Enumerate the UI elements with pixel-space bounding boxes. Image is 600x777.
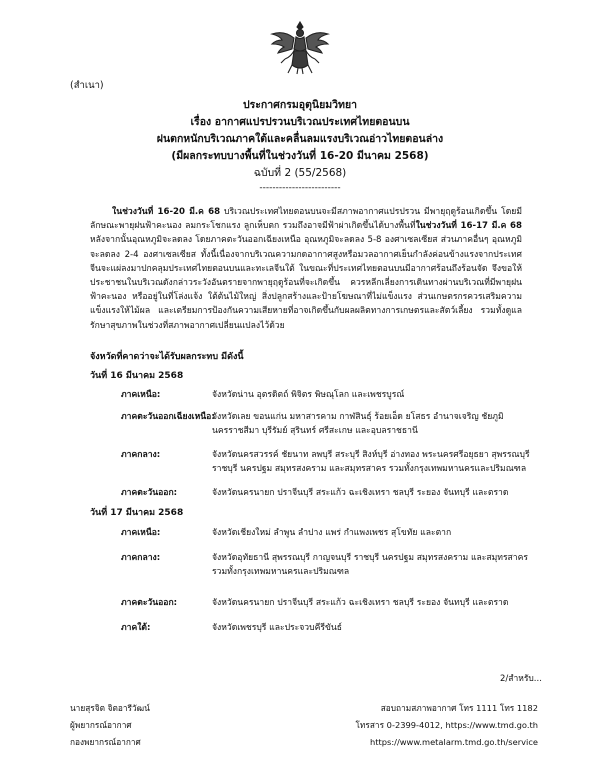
forecaster-role: ผู้พยากรณ์อากาศ xyxy=(70,720,132,730)
region-label: ภาคใต้: xyxy=(121,623,151,633)
header-effect-period: (มีผลกระทบบางพื้นที่ในช่วงวันที่ 16-20 มีนาคม 2568) xyxy=(171,150,429,162)
header-issue-number: ฉบับที่ 2 (55/2568) xyxy=(253,167,347,179)
announcement-body xyxy=(90,205,522,333)
body-text-2: หลังจากนั้นอุณหภูมิจะลดลง โดยภาคตะวันออกเฉียงเหนือ อุณหภูมิจะลดลง 5-8 องศาเซลเซียส ส่วนภาคอื่นๆ อุณหภูมิจะลดลง 2-4 องศาเซลเซียส ทั้งนี้เนื่องจากบริเวณความกดอากาศสูงหรือมวลอากาศเย็นกำลังค่อนข้างแรงจากประเทศจีนจะแผ่ลงมาปกคลุมประเทศไทยตอนบนและทะเลจีนใต้ ในขณะที่ประเทศไทยตอนบนมีอากาศร้อนถึงร้อนจัด จึงขอให้ประชาชนในบริเวณดังกล่าวระวังอันตรายจากพายุฤดูร้อนที่จะเกิดขึ้น ควรหลีกเลี่ยงการเดินทางผ่านบริเวณที่มีพายุฝนฟ้าคะนอง หรืออยู่ในที่โล่งแจ้ง ใต้ต้นไม้ใหญ่ สิ่งปลูกสร้างและป้ายโฆษณาที่ไม่แข็งแรง ส่วนเกษตรกรควรเสริมความแข็งแรงให้ไม้ผล และเตรียมการป้องกันความเสียหายที่อาจเกิดขึ้นกับผลผลิตทางการเกษตรและสัตว์เลี้ยง รวมทั้งดูแลรักษาสุขภาพในช่วงที่สภาพอากาศเปลี่ยนแปลงไว้ด้วย xyxy=(90,235,522,331)
forecaster-name: นายสุรจิต จิตอารีวัฒน์ xyxy=(70,703,150,713)
header-title: ประกาศกรมอุตุนิยมวิทยา xyxy=(242,99,358,111)
body-lead-period: ในช่วงวันที่ 16-20 มี.ค 68 xyxy=(112,207,221,217)
region-provinces: จังหวัดเพชรบุรี และประจวบคีรีขันธ์ xyxy=(212,623,342,633)
region-provinces: จังหวัดเลย ขอนแก่น มหาสารคาม กาฬสินธุ์ ร้อยเอ็ด ยโสธร อำนาจเจริญ ชัยภูมิ นครราชสีมา บุรีรัมย์ สุรินทร์ ศรีสะเกษ และอุบลราชธานี xyxy=(212,412,504,436)
region-label: ภาคเหนือ: xyxy=(121,528,161,538)
forecaster-signature-block xyxy=(70,700,150,751)
region-label: ภาคกลาง: xyxy=(121,553,161,563)
affected-heading: จังหวัดที่คาดว่าจะได้รับผลกระทบ มีดังนี้ xyxy=(90,352,244,362)
region-provinces: จังหวัดน่าน อุตรดิตถ์ พิจิตร พิษณุโลก และเพชรบูรณ์ xyxy=(212,390,405,400)
contact-fax-website: โทรสาร 0-2399-4012, https://www.tmd.go.th xyxy=(355,720,538,730)
copy-label: (สำเนา) xyxy=(70,80,104,91)
garuda-emblem-icon xyxy=(268,18,332,76)
continued-marker: 2/สำหรับ... xyxy=(500,674,542,684)
region-provinces: จังหวัดนครสวรรค์ ชัยนาท ลพบุรี สระบุรี สิงห์บุรี อ่างทอง พระนครศรีอยุธยา สุพรรณบุรี ราชบุรี นครปฐม สมุทรสงคราม และสมุทรสาคร รวมทั้งกรุงเทพมหานครและปริมณฑล xyxy=(212,450,530,474)
region-provinces: จังหวัดอุทัยธานี สุพรรณบุรี กาญจนบุรี ราชบุรี นครปฐม สมุทรสงคราม และสมุทรสาคร รวมทั้งกรุงเทพมหานครและปริมณฑล xyxy=(212,553,528,577)
contact-block xyxy=(355,700,538,751)
body-mid-period: ในช่วงวันที่ 16-17 มี.ค 68 xyxy=(415,221,523,232)
contact-phone: สอบถามสภาพอากาศ โทร 1111 โทร 1182 xyxy=(380,703,538,713)
region-label: ภาคตะวันออก: xyxy=(121,488,178,498)
region-label: ภาคตะวันออก: xyxy=(121,598,178,608)
day-1-date: วันที่ 16 มีนาคม 2568 xyxy=(90,371,184,381)
region-label: ภาคเหนือ: xyxy=(121,390,161,400)
body-text-1: บริเวณประเทศไทยตอนบนจะมีสภาพอากาศแปรปรวน มีพายุฤดูร้อนเกิดขึ้น โดยมีลักษณะพายุฝนฟ้าคะนอง ลมกระโชกแรง ลูกเห็บตก รวมถึงอาจมีฟ้าผ่าเกิดขึ้นได้บางพื้นที่ xyxy=(90,207,523,232)
region-provinces: จังหวัดเชียงใหม่ ลำพูน ลำปาง แพร่ กำแพงเพชร สุโขทัย และตาก xyxy=(212,528,452,538)
header-subject: เรื่อง อากาศแปรปรวนบริเวณประเทศไทยตอนบน xyxy=(190,116,410,128)
day-2-date: วันที่ 17 มีนาคม 2568 xyxy=(90,508,184,518)
region-provinces: จังหวัดนครนายก ปราจีนบุรี สระแก้ว ฉะเชิงเทรา ชลบุรี ระยอง จันทบุรี และตราด xyxy=(212,488,509,498)
header-subject-2: ฝนตกหนักบริเวณภาคใต้และคลื่นลมแรงบริเวณอ่าวไทยตอนล่าง xyxy=(156,133,444,145)
forecaster-department: กองพยากรณ์อากาศ xyxy=(70,737,141,747)
region-label: ภาคตะวันออกเฉียงเหนือ: xyxy=(121,412,215,422)
region-provinces: จังหวัดนครนายก ปราจีนบุรี สระแก้ว ฉะเชิงเทรา ชลบุรี ระยอง จันทบุรี และตราด xyxy=(212,598,509,608)
region-label: ภาคกลาง: xyxy=(121,450,161,460)
contact-service-link[interactable]: https://www.metalarm.tmd.go.th/service xyxy=(370,737,538,747)
header-divider: ------------------------- xyxy=(259,183,341,193)
announcement-header xyxy=(0,97,600,194)
